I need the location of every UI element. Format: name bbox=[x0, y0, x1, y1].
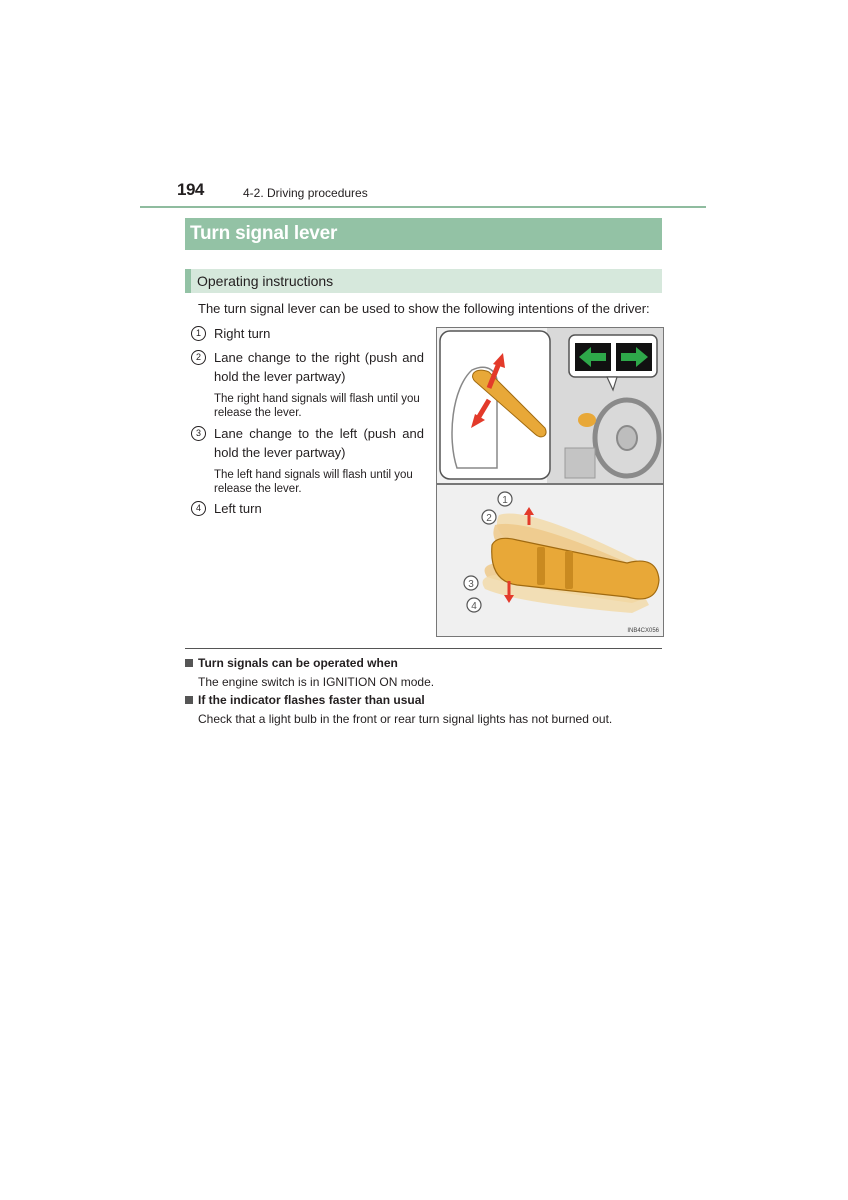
down-arrow-head bbox=[504, 595, 514, 603]
list-item-text: Lane change to the right (push and hold the lever partway) bbox=[214, 350, 424, 384]
list-item-note: The right hand signals will flash until you release the lever. bbox=[214, 393, 420, 419]
lever-hand-drawing bbox=[437, 328, 663, 483]
subheading-accent bbox=[185, 269, 191, 293]
illustration-lever-positions bbox=[436, 484, 664, 637]
callout-label-1: 1 bbox=[502, 495, 508, 506]
subheading: Operating instructions bbox=[197, 273, 334, 289]
list-item-text: Left turn bbox=[214, 501, 262, 516]
callout-label-3: 3 bbox=[468, 579, 474, 590]
footnote-heading-2 bbox=[185, 693, 425, 707]
page-title: Turn signal lever bbox=[190, 223, 338, 244]
illustration-lever-hand bbox=[436, 327, 664, 484]
figure-code: INB4CX056 bbox=[627, 628, 659, 634]
footnote-heading-text: If the indicator flashes faster than usual bbox=[198, 693, 425, 707]
footnote-heading-1 bbox=[185, 656, 398, 670]
footnote-heading-text: Turn signals can be operated when bbox=[198, 656, 398, 670]
lever-positions-drawing bbox=[437, 485, 663, 636]
console-panel bbox=[565, 448, 595, 478]
list-item-text: Lane change to the left (push and hold the lever partway) bbox=[214, 426, 424, 460]
page-number: 194 bbox=[177, 180, 204, 199]
subheading-bar bbox=[185, 269, 662, 293]
list-item-text: Right turn bbox=[214, 326, 271, 341]
callout-badge-3 bbox=[464, 576, 478, 590]
footnote-body-2: Check that a light bulb in the front or rear turn signal lights has not burned out. bbox=[198, 712, 613, 726]
callout-label-4: 4 bbox=[471, 601, 477, 612]
callout-number: 4 bbox=[191, 501, 206, 516]
callout-badge-4 bbox=[467, 598, 481, 612]
steering-hub-icon bbox=[617, 426, 637, 450]
callout-number: 1 bbox=[191, 326, 206, 341]
footnote-body-1: The engine switch is in IGNITION ON mode. bbox=[198, 675, 435, 689]
callout-label-2: 2 bbox=[486, 513, 492, 524]
square-bullet-icon bbox=[185, 696, 193, 704]
callout-badge-2 bbox=[482, 510, 496, 524]
callout-number: 3 bbox=[191, 426, 206, 441]
list-item-1 bbox=[191, 324, 424, 344]
section-label: 4-2. Driving procedures bbox=[243, 186, 368, 200]
callout-badge-1 bbox=[498, 492, 512, 506]
callout-number: 2 bbox=[191, 350, 206, 365]
header-rule bbox=[140, 206, 706, 208]
intro-text: The turn signal lever can be used to show the following intentions of the driver: bbox=[198, 301, 650, 316]
title-bar bbox=[185, 218, 662, 250]
list-item-note: The left hand signals will flash until you release the lever. bbox=[214, 469, 413, 495]
list-item-4 bbox=[191, 499, 424, 519]
small-lever-icon bbox=[578, 413, 596, 427]
list-item-2 bbox=[191, 348, 424, 388]
square-bullet-icon bbox=[185, 659, 193, 667]
lever-ring-2 bbox=[565, 551, 573, 589]
up-arrow-head bbox=[524, 507, 534, 515]
footnote-rule bbox=[185, 648, 662, 649]
list-item-3 bbox=[191, 424, 424, 464]
lever-ring-1 bbox=[537, 547, 545, 585]
